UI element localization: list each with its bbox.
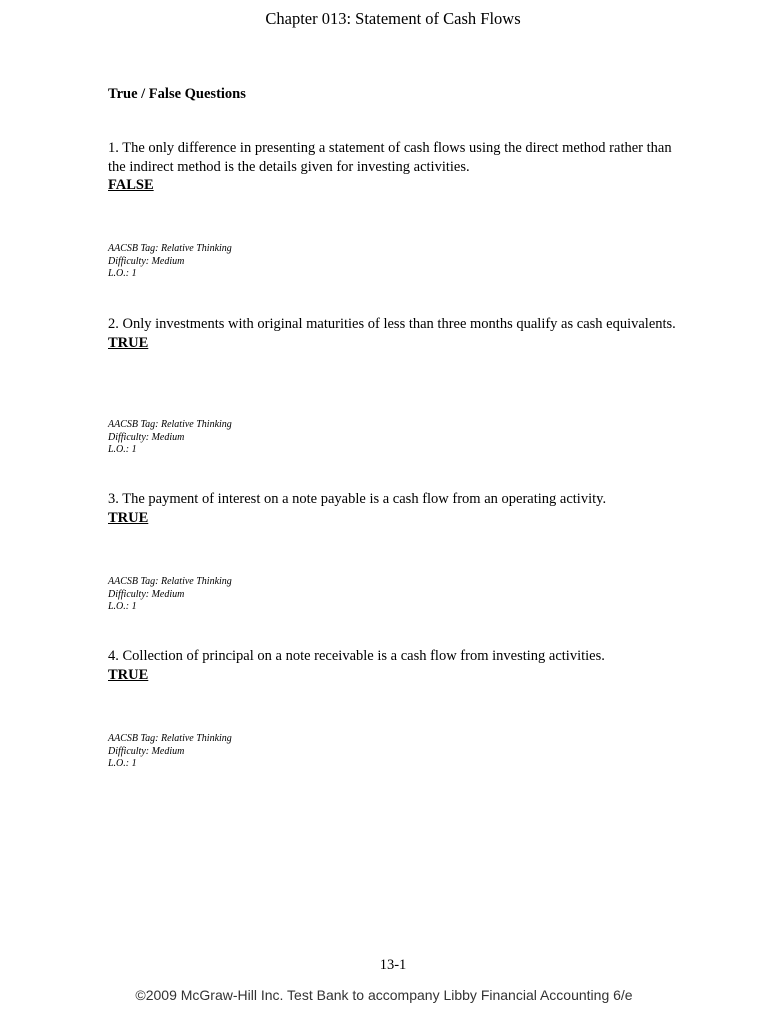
page-number: 13-1 — [379, 957, 407, 973]
question-3-difficulty: Difficulty: Medium — [108, 588, 185, 600]
question-2 — [108, 315, 688, 353]
question-3-answer: TRUE — [108, 509, 149, 526]
question-4 — [108, 647, 688, 685]
section-heading: True / False Questions — [108, 86, 246, 102]
question-2-meta — [108, 419, 232, 457]
question-3 — [108, 490, 688, 528]
question-1-aacsb-tag: AACSB Tag: Relative Thinking — [108, 243, 232, 254]
question-1-difficulty: Difficulty: Medium — [108, 255, 185, 267]
question-2-learning-objective: L.O.: 1 — [108, 444, 137, 455]
question-1-learning-objective: L.O.: 1 — [108, 268, 137, 279]
question-3-meta — [108, 576, 232, 614]
question-1-answer: FALSE — [108, 177, 154, 193]
question-3-text: 3. The payment of interest on a note payable is a cash flow from an operating activity. — [108, 491, 607, 507]
question-4-text: 4. Collection of principal on a note receivable is a cash flow from investing activities. — [108, 648, 605, 664]
copyright-notice: ©2009 McGraw-Hill Inc. Test Bank to accompany Libby Financial Accounting 6/e — [135, 987, 633, 1003]
question-2-aacsb-tag: AACSB Tag: Relative Thinking — [108, 419, 232, 430]
question-4-difficulty: Difficulty: Medium — [108, 745, 185, 757]
question-4-learning-objective: L.O.: 1 — [108, 758, 137, 769]
question-3-aacsb-tag: AACSB Tag: Relative Thinking — [108, 576, 232, 587]
question-4-answer: TRUE — [108, 666, 149, 683]
question-1-meta — [108, 243, 232, 281]
question-4-meta — [108, 733, 232, 771]
question-2-difficulty: Difficulty: Medium — [108, 431, 185, 443]
question-2-answer: TRUE — [108, 334, 149, 351]
question-1 — [108, 139, 688, 195]
question-1-text: 1. The only difference in presenting a statement of cash flows using the direct method rather than the indirect method is the details given for investing activities. — [108, 140, 672, 175]
question-2-text: 2. Only investments with original maturities of less than three months qualify as cash equivalents. — [108, 316, 676, 332]
chapter-title: Chapter 013: Statement of Cash Flows — [265, 9, 521, 28]
question-4-aacsb-tag: AACSB Tag: Relative Thinking — [108, 733, 232, 744]
question-3-learning-objective: L.O.: 1 — [108, 601, 137, 612]
